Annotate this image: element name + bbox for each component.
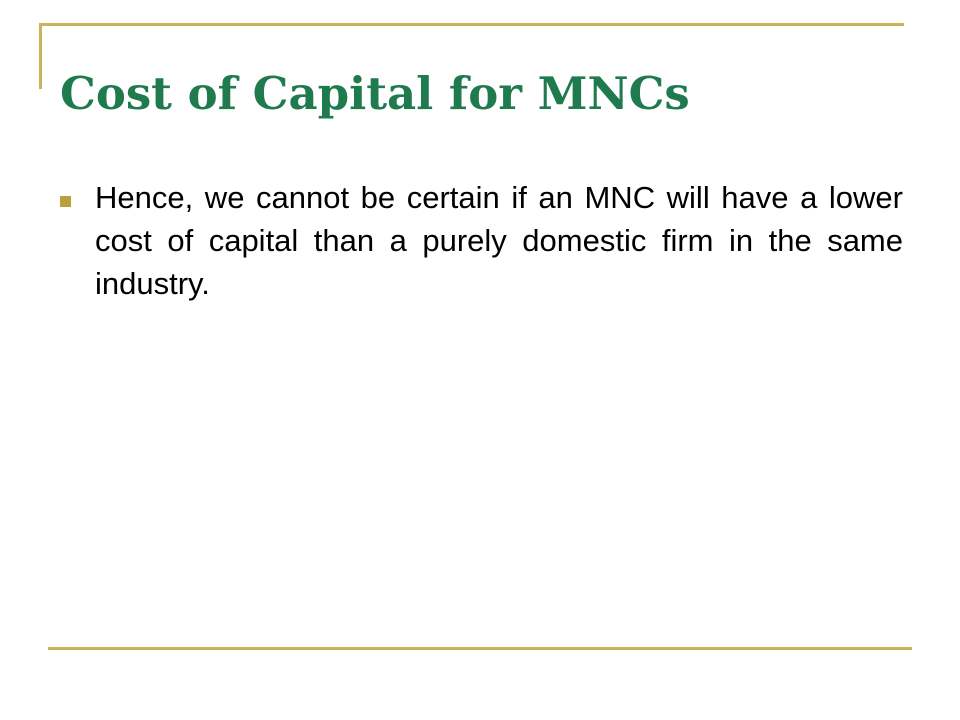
bullet-item [60,176,903,305]
square-bullet-icon [60,196,71,207]
top-left-vertical-rule [39,23,42,89]
top-horizontal-rule [39,23,904,26]
bullet-list [60,176,903,305]
bullet-text: Hence, we cannot be certain if an MNC will have a lower cost of capital than a purely domestic firm in the same industry. [95,180,903,301]
bottom-horizontal-rule [48,647,912,650]
slide-title: Cost of Capital for MNCs [60,67,690,120]
